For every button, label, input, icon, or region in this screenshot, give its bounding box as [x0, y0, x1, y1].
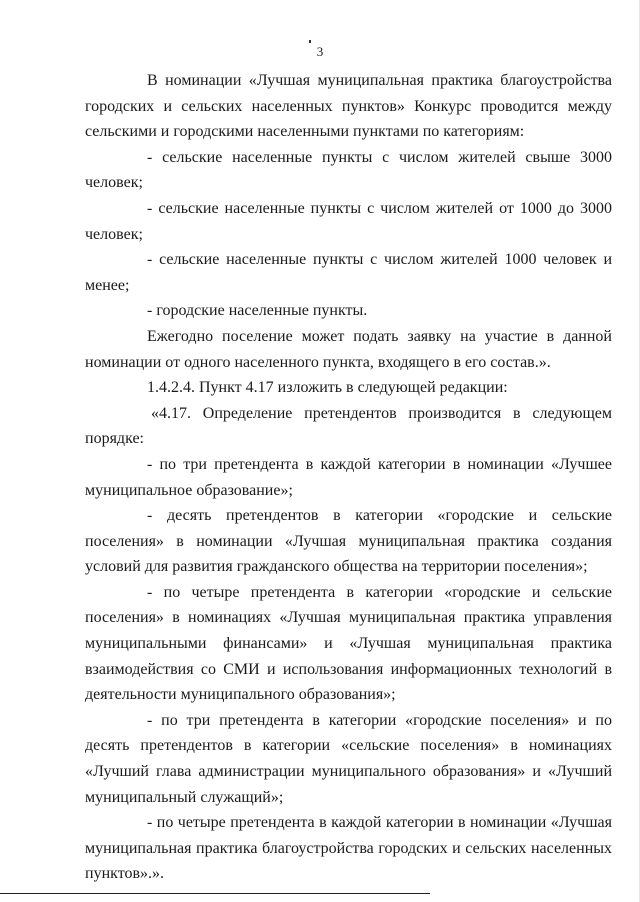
paragraph-category-rural-under-1000: - сельские населенные пункты с числом жителей 1000 человек и менее;: [85, 251, 612, 294]
paragraph-category-urban: - городские населенные пункты.: [147, 302, 368, 320]
paragraph-civil-society: - десять претендентов в категории «городские и сельские поселения» в номинации «Лучшая муниципальная практика создания условий для развития гражданского общества на территории поселения»;: [85, 507, 612, 576]
paragraph-improvement-practice: - по четыре претендента в каждой категории в номинации «Лучшая муниципальная практика благоустройства городских и сельских населенных пунктов».».: [85, 814, 612, 883]
paragraph-nomination-intro: В номинации «Лучшая муниципальная практика благоустройства городских и сельских населенных пунктов» Конкурс проводится между сельскими и городскими населенными пунктами по категориям:: [85, 72, 612, 141]
paragraph-head-administration: - по три претендента в категории «городские поселения» и по десять претендентов в категории «сельские поселения» в номинациях «Лучший глава администрации муниципального образования» и «Лучший муниципальный служащий»;: [85, 711, 612, 806]
paragraph-annual-application: Ежегодно поселение может подать заявку на участие в данной номинации от одного населенного пункта, входящего в его состав.».: [85, 327, 612, 371]
document-body: [85, 68, 612, 887]
paragraph-clause-4-17: «4.17. Определение претендентов производится в следующем порядке:: [85, 404, 612, 448]
scan-artifact-mark: [309, 40, 311, 43]
paragraph-category-rural-1000-3000: - сельские населенные пункты с числом жителей от 1000 до 3000 человек;: [85, 199, 612, 243]
footer-rule: [0, 893, 430, 894]
page-number: 3: [316, 44, 324, 59]
paragraph-category-rural-over-3000: - сельские населенные пункты с числом жителей свыше 3000 человек;: [85, 148, 612, 192]
paragraph-best-municipality: - по три претендента в каждой категории в номинации «Лучшее муниципальное образование»;: [85, 455, 612, 499]
paragraph-finance-media: - по четыре претендента в категории «городские и сельские поселения» в номинациях «Лучшая муниципальная практика управления муниципальными финансами» и «Лучшая муниципальная практика взаимодействия со СМИ и использования информационных технологий в деятельности муниципального образования»;: [85, 583, 612, 704]
paragraph-clause-1-4-2-4: 1.4.2.4. Пункт 4.17 изложить в следующей редакции:: [147, 379, 508, 397]
